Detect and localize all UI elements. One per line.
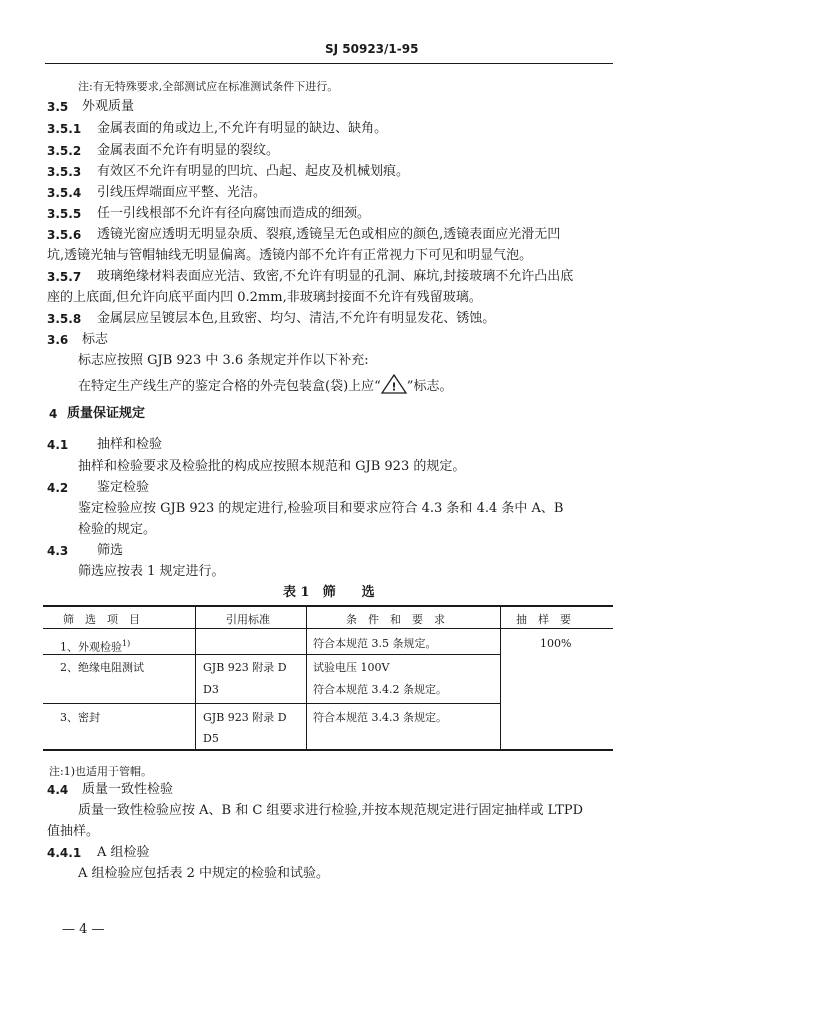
section-text-4-4-1: A 组检验应包括表 2 中规定的检验和试验。 bbox=[78, 866, 330, 881]
clause-text-continued: 座的上底面,但允许向底平面内凹 0.2mm,非玻璃封接面不允许有残留玻璃。 bbox=[47, 290, 482, 305]
table-row-item bbox=[60, 636, 130, 656]
clause-text: 金属层应呈镀层本色,且致密、均匀、清洁,不允许有明显发花、锈蚀。 bbox=[97, 311, 496, 326]
table-cell-item: 2、绝缘电阻测试 bbox=[60, 661, 144, 674]
clause-text: 金属表面的角或边上,不允许有明显的缺边、缺角。 bbox=[97, 121, 388, 136]
table-footnote: 注:1)也适用于管帽。 bbox=[49, 765, 152, 778]
table-column-divider bbox=[195, 606, 196, 750]
section-text-4-4: 质量一致性检验应按 A、B 和 C 组要求进行检验,并按本规范规定进行固定抽样或 LTPD bbox=[78, 803, 584, 818]
table-cell-sampling: 100% bbox=[540, 637, 572, 650]
table-caption: 表 1 筛 选 bbox=[283, 585, 375, 600]
section-number-3-6: 3.6 bbox=[47, 333, 69, 347]
table-column-divider bbox=[306, 606, 307, 750]
clause-text: 任一引线根部不允许有径向腐蚀而造成的细颈。 bbox=[97, 206, 371, 221]
document-code: SJ 50923/1-95 bbox=[325, 42, 419, 56]
section-text-4-1: 抽样和检验要求及检验批的构成应按照本规范和 GJB 923 的规定。 bbox=[78, 459, 466, 474]
warning-triangle-icon bbox=[381, 374, 407, 399]
section-title-4-4-1: A 组检验 bbox=[97, 845, 150, 860]
marking-text-after-symbol: ”标志。 bbox=[406, 379, 453, 394]
section-text-4-2: 鉴定检验应按 GJB 923 的规定进行,检验项目和要求应符合 4.3 条和 4.4 条中 A、B bbox=[78, 501, 564, 516]
clause-number: 3.5.4 bbox=[47, 186, 82, 200]
table-column-divider bbox=[500, 606, 501, 750]
table-cell-item: 3、密封 bbox=[60, 711, 100, 724]
section-title-4-1: 抽样和检验 bbox=[97, 437, 163, 452]
section-text-4-3: 筛选应按表 1 规定进行。 bbox=[78, 564, 225, 579]
clause-text-continued: 坑,透镜光轴与管帽轴线无明显偏离。透镜内部不允许有正常视力下可见和明显气泡。 bbox=[47, 248, 533, 263]
clause-text: 有效区不允许有明显的凹坑、凸起、起皮及机械划痕。 bbox=[97, 164, 410, 179]
section-number-4-4-1: 4.4.1 bbox=[47, 846, 82, 860]
table-row-rule bbox=[43, 703, 500, 704]
table-header-standard: 引用标准 bbox=[226, 613, 270, 626]
marking-text-before-symbol: 在特定生产线生产的鉴定合格的外壳包装盒(袋)上应“ bbox=[78, 379, 381, 394]
section-number-3-5: 3.5 bbox=[47, 100, 69, 114]
chapter-number-4: 4 bbox=[49, 407, 58, 421]
clause-number: 3.5.5 bbox=[47, 207, 82, 221]
clause-number: 3.5.3 bbox=[47, 165, 82, 179]
top-note: 注:有无特殊要求,全部测试应在标准测试条件下进行。 bbox=[78, 80, 339, 93]
table-header-rule bbox=[43, 628, 613, 629]
table-cell-condition: 符合本规范 3.5 条规定。 bbox=[313, 637, 437, 650]
clause-text: 透镜光窗应透明无明显杂质、裂痕,透镜呈无色或相应的颜色,透镜表面应光滑无凹 bbox=[97, 227, 561, 242]
table-cell-standard-clause: D3 bbox=[203, 683, 219, 696]
section-text-4-4-continued: 值抽样。 bbox=[47, 824, 100, 839]
clause-text: 玻璃绝缘材料表面应光洁、致密,不允许有明显的孔洞、麻坑,封接玻璃不允许凸出底 bbox=[97, 269, 574, 284]
chapter-title-4: 质量保证规定 bbox=[67, 406, 146, 421]
table-bottom-rule bbox=[43, 749, 613, 751]
table-cell-condition-2: 符合本规范 3.4.2 条规定。 bbox=[313, 683, 447, 696]
table-row-rule bbox=[43, 654, 500, 655]
marking-text: 标志应按照 GJB 923 中 3.6 条规定并作以下补充: bbox=[78, 353, 369, 368]
clause-number: 3.5.6 bbox=[47, 228, 82, 242]
footnote-marker: 1) bbox=[122, 639, 131, 648]
section-title-4-4: 质量一致性检验 bbox=[82, 782, 174, 797]
section-text-4-2-continued: 检验的规定。 bbox=[78, 522, 157, 537]
clause-number: 3.5.2 bbox=[47, 144, 82, 158]
table-cell-item: 1、外观检验 bbox=[60, 640, 122, 654]
table-cell-condition: 试验电压 100V bbox=[313, 661, 390, 674]
section-number-4-2: 4.2 bbox=[47, 481, 69, 495]
section-title-3-5: 外观质量 bbox=[82, 99, 135, 114]
clause-number: 3.5.7 bbox=[47, 270, 82, 284]
clause-text: 金属表面不允许有明显的裂纹。 bbox=[97, 143, 280, 158]
clause-number: 3.5.8 bbox=[47, 312, 82, 326]
table-cell-standard: GJB 923 附录 D bbox=[203, 661, 287, 674]
table-header-conditions: 条 件 和 要 求 bbox=[346, 613, 445, 626]
table-cell-condition: 符合本规范 3.4.3 条规定。 bbox=[313, 711, 447, 724]
section-number-4-4: 4.4 bbox=[47, 783, 69, 797]
warning-mark: ! bbox=[391, 380, 397, 394]
section-title-4-2: 鉴定检验 bbox=[97, 480, 150, 495]
section-number-4-3: 4.3 bbox=[47, 544, 69, 558]
section-title-4-3: 筛选 bbox=[97, 543, 124, 558]
table-header-item: 筛 选 项 目 bbox=[63, 613, 140, 626]
table-cell-standard: GJB 923 附录 D bbox=[203, 711, 287, 724]
page-number: — 4 — bbox=[62, 922, 105, 937]
marking-text-warning-line bbox=[78, 374, 452, 399]
clause-text: 引线压焊端面应平整、光洁。 bbox=[97, 185, 267, 200]
section-number-4-1: 4.1 bbox=[47, 438, 69, 452]
section-title-3-6: 标志 bbox=[82, 332, 109, 347]
table-top-rule bbox=[43, 605, 613, 607]
clause-number: 3.5.1 bbox=[47, 122, 82, 136]
header-rule bbox=[45, 63, 613, 64]
table-header-sampling: 抽 样 要 bbox=[516, 613, 571, 626]
table-cell-standard-clause: D5 bbox=[203, 732, 219, 745]
